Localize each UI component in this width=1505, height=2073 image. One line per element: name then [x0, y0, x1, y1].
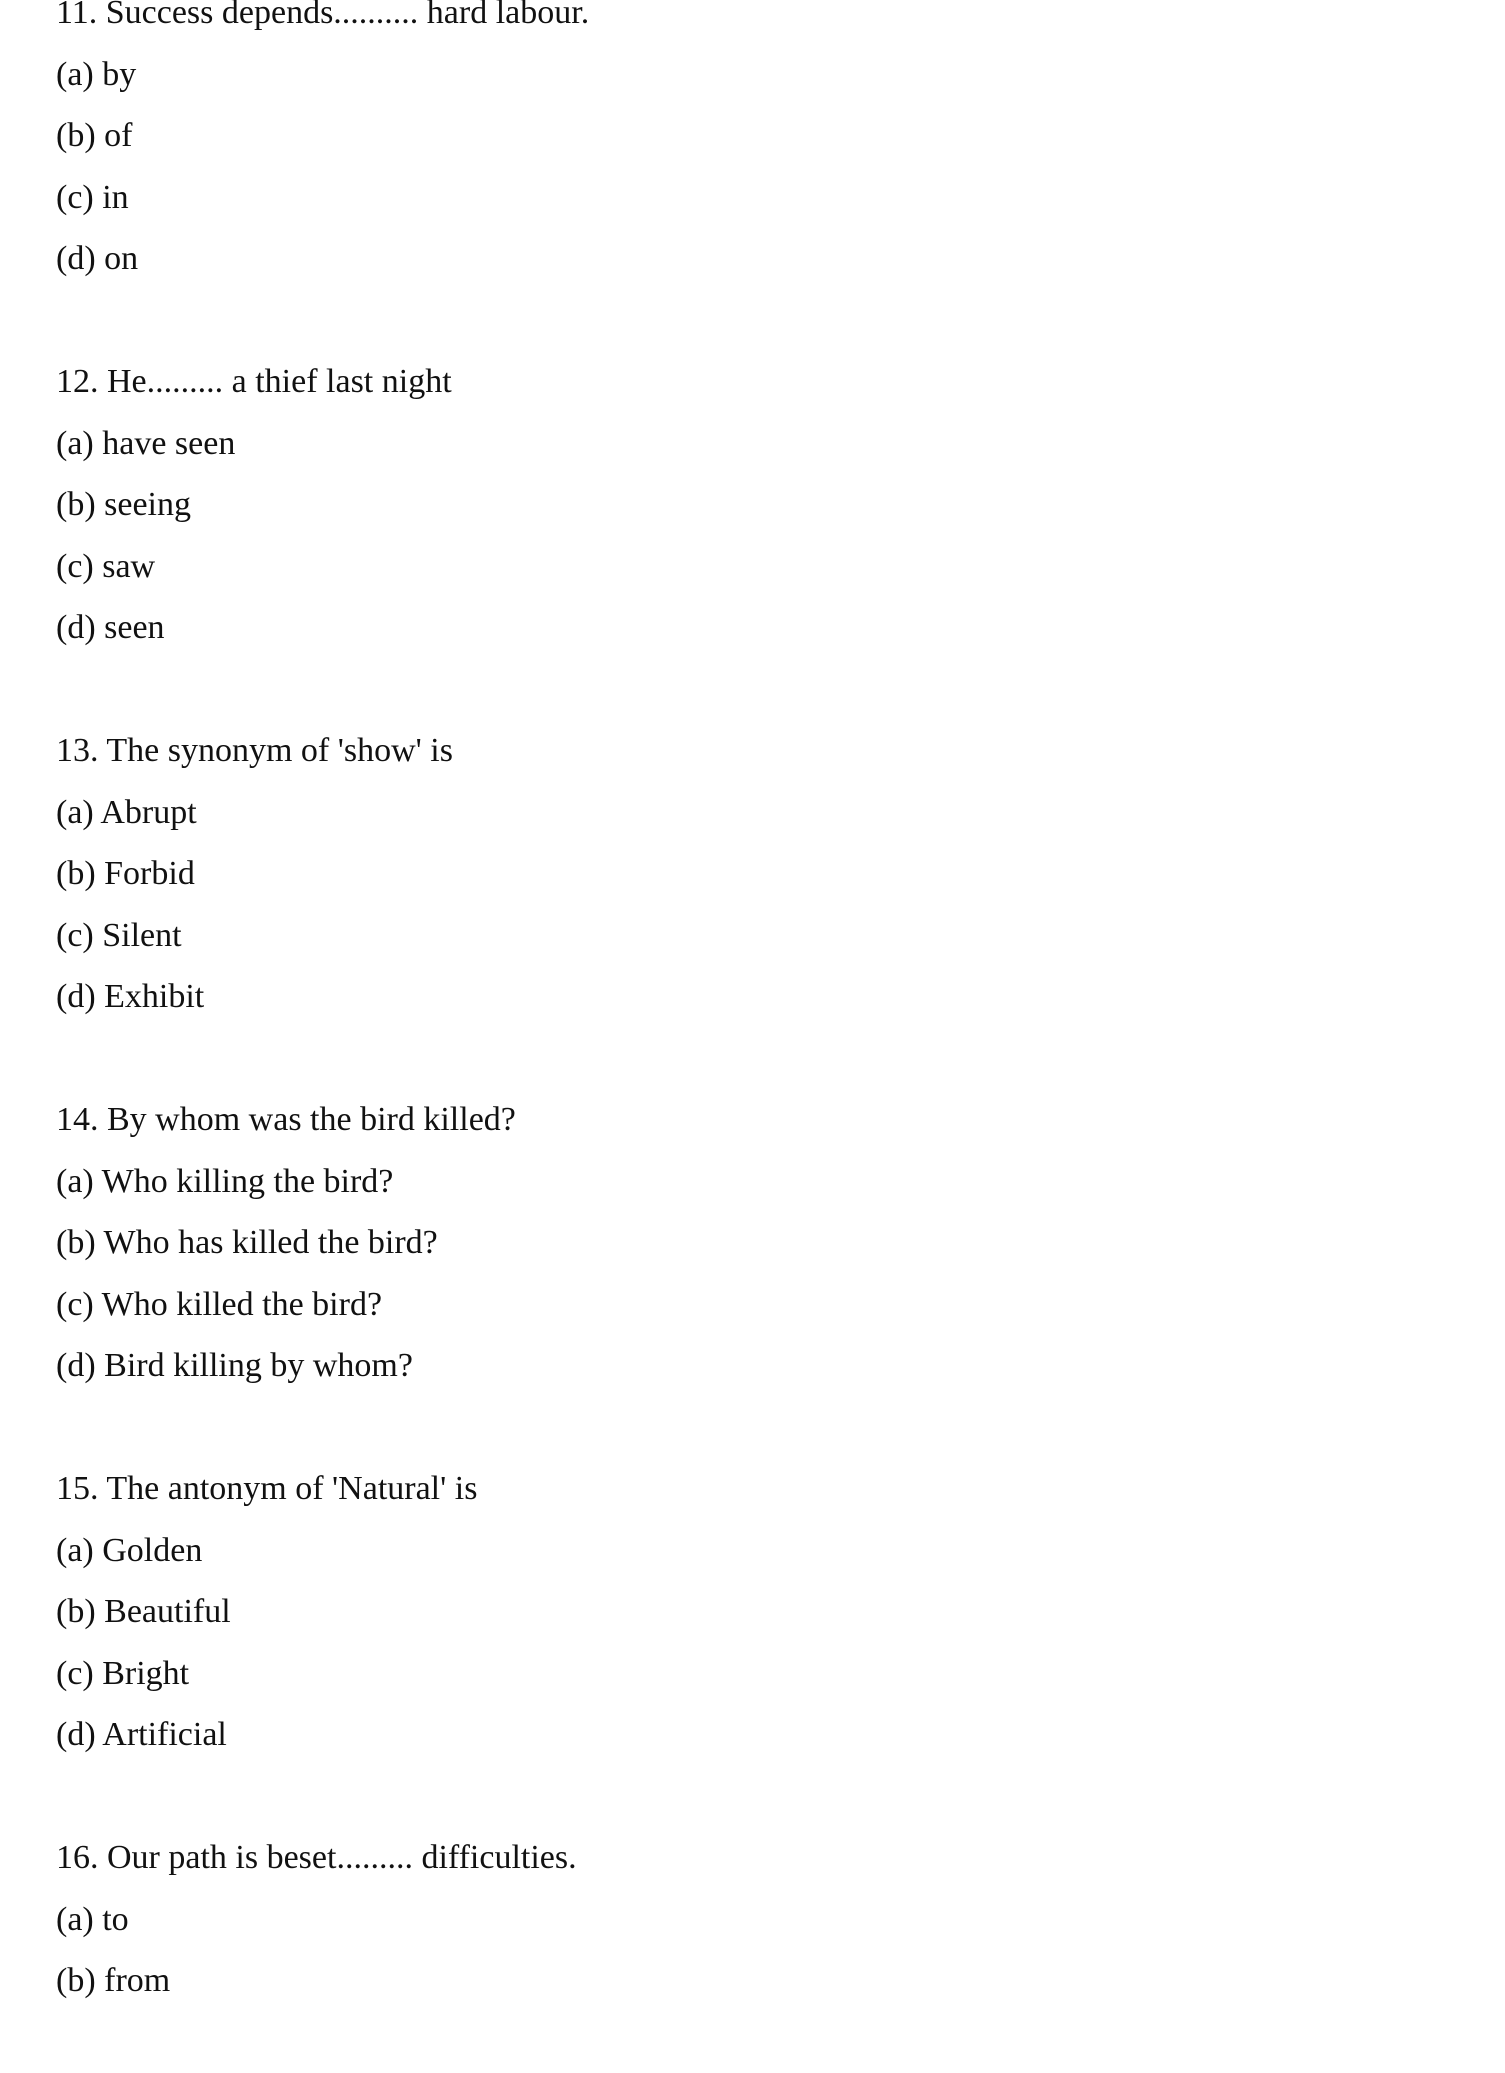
answer-option: (c) saw: [56, 547, 156, 585]
question-document: [56, 0, 589, 2073]
answer-option: (d) seen: [56, 609, 165, 646]
answer-option: (a) Golden: [56, 1531, 203, 1569]
question-block: [56, 0, 589, 290]
answer-option: (b) Who has killed the bird?: [56, 1224, 438, 1261]
question-block: [56, 1827, 589, 2012]
question-text: 15. The antonym of 'Natural' is: [56, 1470, 478, 1507]
answer-option: (a) to: [56, 1900, 129, 1938]
answer-option: (a) by: [56, 55, 137, 93]
question-text: 13. The synonym of 'show' is: [56, 732, 453, 769]
answer-option: (d) Exhibit: [56, 978, 205, 1015]
answer-option: (b) seeing: [56, 486, 192, 523]
answer-option: (b) Forbid: [56, 855, 195, 892]
question-text: 12. He......... a thief last night: [56, 363, 452, 400]
answer-option: (b) of: [56, 117, 133, 154]
question-block: [56, 720, 589, 1028]
answer-option: (b) Beautiful: [56, 1593, 231, 1630]
answer-option: (a) Abrupt: [56, 793, 197, 831]
answer-option: (b) from: [56, 1962, 171, 1999]
question-text: 14. By whom was the bird killed?: [56, 1101, 516, 1138]
question-block: [56, 351, 589, 659]
answer-option: (a) Who killing the bird?: [56, 1162, 394, 1200]
answer-option: (d) Bird killing by whom?: [56, 1347, 413, 1384]
answer-option: (a) have seen: [56, 424, 236, 462]
answer-option: (d) on: [56, 240, 139, 277]
answer-option: (c) Bright: [56, 1654, 190, 1692]
question-text: 16. Our path is beset......... difficulties.: [56, 1839, 577, 1876]
question-block: [56, 1458, 589, 1766]
answer-option: (d) Artificial: [56, 1716, 227, 1753]
answer-option: (c) Who killed the bird?: [56, 1285, 383, 1323]
answer-option: (c) in: [56, 178, 129, 216]
question-text: 11. Success depends.......... hard labour.: [56, 0, 590, 31]
answer-option: (c) Silent: [56, 916, 182, 954]
question-block: [56, 1089, 589, 1397]
